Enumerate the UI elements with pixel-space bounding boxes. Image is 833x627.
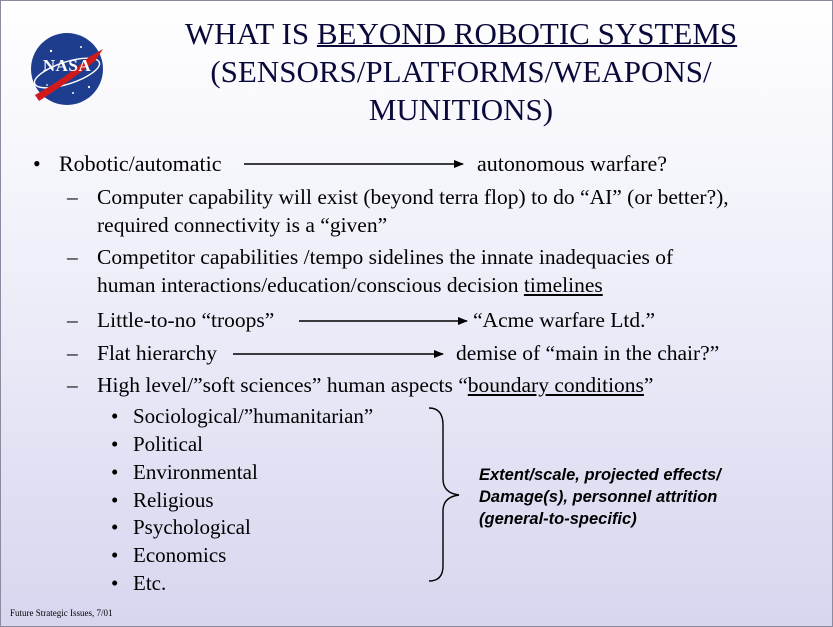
main-bullet-right: autonomous warfare? bbox=[477, 151, 667, 176]
curly-brace bbox=[429, 408, 459, 581]
aspect-label: Political bbox=[133, 432, 203, 456]
footer: Future Strategic Issues, 7/01 bbox=[10, 608, 113, 618]
aspect-item: • bbox=[111, 543, 119, 567]
sub-dash-2: – bbox=[67, 245, 78, 269]
aspect-item: • bbox=[111, 571, 119, 595]
aspect-label: Economics bbox=[133, 543, 227, 567]
brace-note-line-3: (general-to-specific) bbox=[479, 510, 637, 528]
sub-item-5: High level/”soft sciences” human aspects “boundary conditions” bbox=[97, 373, 654, 397]
sub-dash-4: – bbox=[67, 341, 78, 365]
sub-item-4-left: Flat hierarchy bbox=[97, 341, 217, 365]
aspect-item: • bbox=[111, 460, 119, 484]
aspect-label: Religious bbox=[133, 488, 214, 512]
aspect-item: • bbox=[111, 404, 119, 428]
sub-item-2-line-2: human interactions/education/conscious decision timelines bbox=[97, 273, 603, 297]
timelines-underlined: timelines bbox=[523, 273, 603, 297]
sub-dash-3: – bbox=[67, 308, 78, 332]
brace-note-line-2: Damage(s), personnel attrition bbox=[479, 488, 718, 506]
sub-item-4-right: demise of “main in the chair?” bbox=[456, 341, 720, 365]
aspect-item: • bbox=[111, 432, 119, 456]
main-bullet-left: Robotic/automatic bbox=[59, 151, 222, 176]
aspect-item: • bbox=[111, 488, 119, 512]
sub-item-2-line-1: Competitor capabilities /tempo sidelines the innate inadequacies of bbox=[97, 245, 674, 269]
brace-note bbox=[479, 464, 721, 530]
sub-item-1-line-2: required connectivity is a “given” bbox=[97, 213, 388, 237]
sub-item-3-right: “Acme warfare Ltd.” bbox=[473, 308, 656, 332]
title-underlined: BEYOND ROBOTIC SYSTEMS bbox=[316, 16, 738, 51]
title-line-1: WHAT IS BEYOND ROBOTIC SYSTEMS bbox=[184, 16, 738, 51]
aspect-item: • bbox=[111, 515, 119, 539]
sub-dash-5: – bbox=[67, 373, 78, 397]
aspect-label: Etc. bbox=[133, 571, 167, 595]
aspect-label: Environmental bbox=[133, 460, 258, 484]
aspect-label: Sociological/”humanitarian” bbox=[133, 404, 374, 428]
boundary-conditions-underlined: boundary conditions bbox=[467, 373, 644, 397]
main-bullet: • bbox=[33, 151, 41, 176]
nasa-logo-text: NASA bbox=[42, 56, 92, 75]
aspect-label: Psychological bbox=[133, 515, 251, 539]
sub-item-1-line-1: Computer capability will exist (beyond terra flop) to do “AI” (or better?), bbox=[97, 185, 729, 209]
title-line-2: (SENSORS/PLATFORMS/WEAPONS/ bbox=[210, 54, 712, 89]
brace-note-line-1: Extent/scale, projected effects/ bbox=[479, 466, 721, 484]
sub-dash-1: – bbox=[67, 185, 78, 209]
title-line-3: MUNITIONS) bbox=[368, 92, 554, 127]
sub-item-3-left: Little-to-no “troops” bbox=[97, 308, 275, 332]
